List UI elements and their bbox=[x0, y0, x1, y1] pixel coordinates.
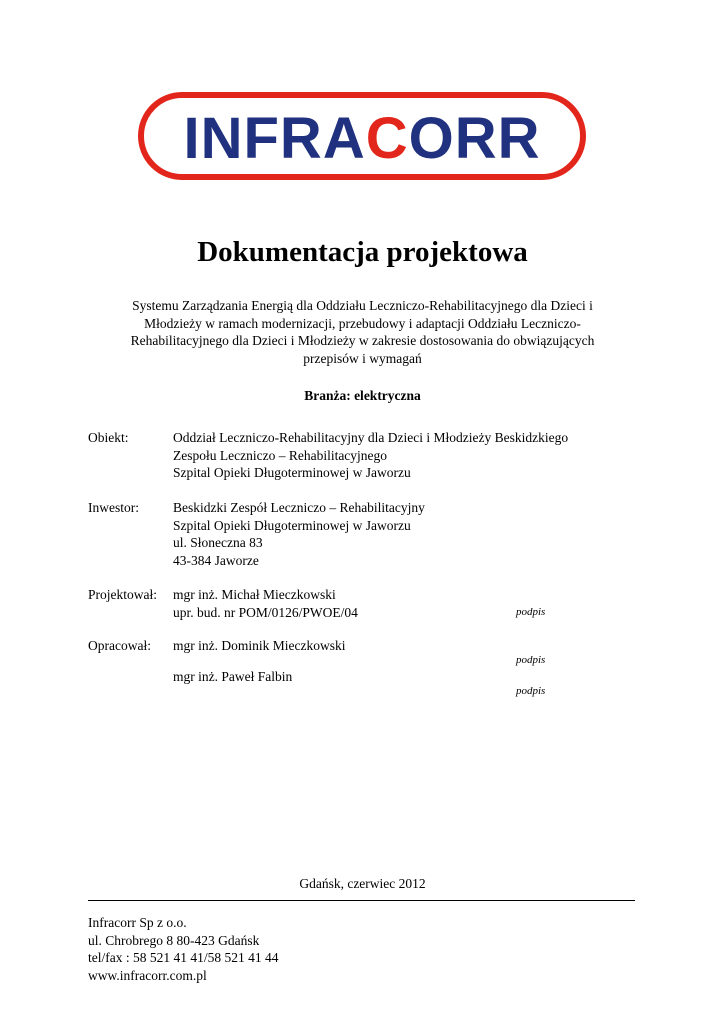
description-line: Systemu Zarządzania Energią dla Oddziału Leczniczo-Rehabilitacyjnego dla Dzieci i bbox=[132, 298, 593, 313]
prepared-label: Opracował: bbox=[88, 638, 151, 653]
designer-signature: podpis bbox=[516, 606, 546, 618]
footer-website[interactable]: www.infracorr.com.pl bbox=[88, 967, 207, 983]
company-footer bbox=[88, 914, 278, 984]
footer-address: ul. Chrobrego 8 80-423 Gdańsk bbox=[88, 932, 260, 948]
project-description bbox=[96, 297, 629, 367]
investor-label: Inwestor: bbox=[88, 500, 139, 515]
description-line: Rehabilitacyjnego dla Dzieci i Młodzieży w zakresie dostosowania do obwiązujących bbox=[130, 333, 595, 348]
description-line: przepisów i wymagań bbox=[303, 350, 422, 366]
place-date: Gdańsk, czerwiec 2012 bbox=[299, 876, 426, 891]
prepared-person-2: mgr inż. Paweł Falbin bbox=[173, 669, 293, 684]
page-title: Dokumentacja projektowa bbox=[197, 236, 528, 268]
infracorr-logo bbox=[138, 92, 586, 180]
description-line: Młodzieży w ramach modernizacji, przebudowy i adaptacji Oddziału Leczniczo- bbox=[144, 315, 581, 331]
object-label: Obiekt: bbox=[88, 430, 129, 445]
footer-divider bbox=[88, 900, 635, 901]
object-value: Oddział Leczniczo-Rehabilitacyjny dla Dzieci i Młodzieży Beskidzkiego Zespołu Leczniczo – Rehabilitacyjnego Szpital Opieki Długoterminowej w Jaworzu bbox=[173, 430, 569, 480]
logo-text: INFRACORR bbox=[183, 106, 541, 171]
footer-phone: tel/fax : 58 521 41 41/58 521 41 44 bbox=[88, 950, 279, 965]
investor-value: Beskidzki Zespół Leczniczo – Rehabilitacyjny Szpital Opieki Długoterminowej w Jaworzu ul. Słoneczna 83 43-384 Jaworze bbox=[173, 500, 425, 568]
discipline: Branża: elektryczna bbox=[304, 388, 421, 403]
designer-label: Projektował: bbox=[88, 587, 157, 602]
prepared-signature-1: podpis bbox=[516, 654, 546, 666]
prepared-person-1: mgr inż. Dominik Mieczkowski bbox=[173, 638, 346, 653]
footer-company: Infracorr Sp z o.o. bbox=[88, 915, 187, 930]
prepared-signature-2: podpis bbox=[516, 685, 546, 697]
designer-value: mgr inż. Michał Mieczkowski upr. bud. nr POM/0126/PWOE/04 bbox=[173, 587, 358, 620]
